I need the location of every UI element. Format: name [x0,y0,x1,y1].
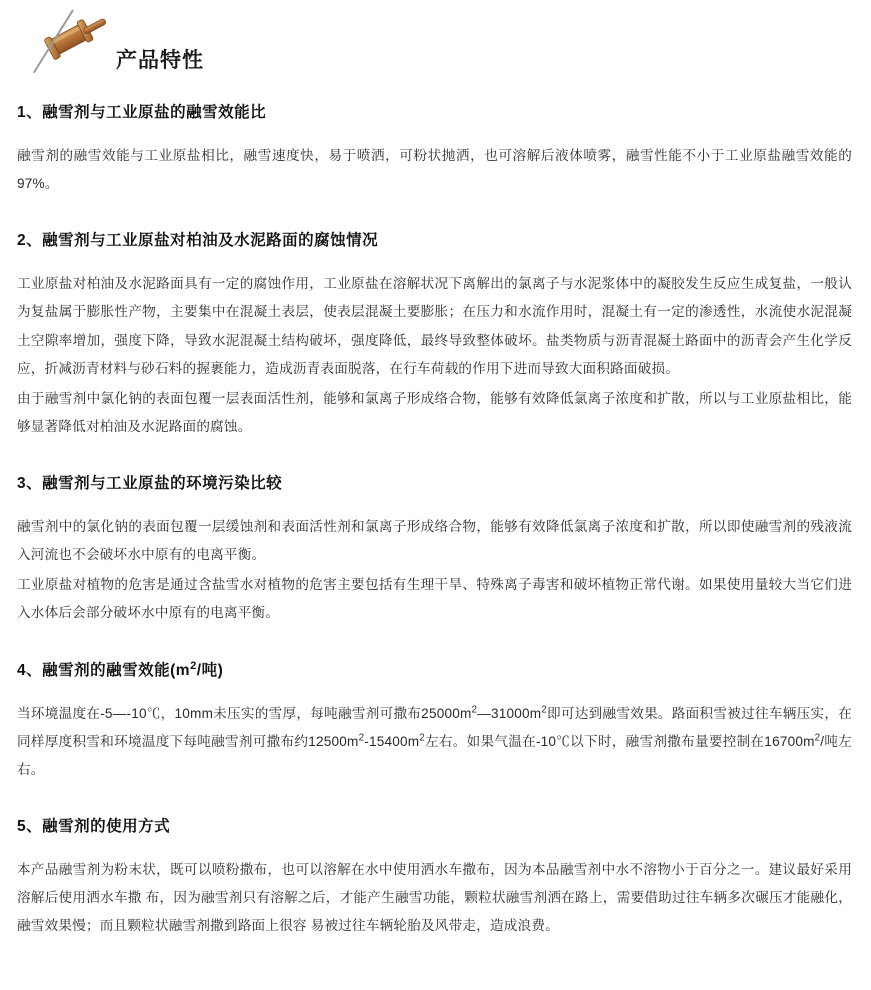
document-content [17,100,852,940]
section-1-title: 1、融雪剂与工业原盐的融雪效能比 [17,104,267,121]
section-3-paragraph-2: 工业原盐对植物的危害是通过含盐雪水对植物的危害主要包括有生理干旱、特殊离子毒害和破坏植物正常代谢。如果使用量较大当它们进入水体后会部分破坏水中原有的电离平衡。 [17,577,852,621]
section-5-paragraph-1: 本产品融雪剂为粉末状，既可以喷粉撒布，也可以溶解在水中使用洒水车撒布，因为本品融雪剂中水不溶物小于百分之一。建议最好采用溶解后使用洒水车撒 布，因为融雪剂只有溶解之后，才能产生融雪功能，颗粒状融雪剂洒在路上，需要借助过往车辆多次碾压才能融化，融雪效果慢；而且颗粒状融雪剂撒到路面上很容 易被过往车辆轮胎及风带走，造成浪费。 [17,861,852,934]
section-4-title: 4、融雪剂的融雪效能($m^2/$吨) [17,659,224,679]
page-header [24,0,855,100]
section-2-paragraph-1: 工业原盐对柏油及水泥路面具有一定的腐蚀作用，工业原盐在溶解状况下离解出的氯离子与水泥浆体中的凝胶发生反应生成复盐，一般认为复盐属于膨胀性产物，主要集中在混凝土表层，使表层混凝土要膨胀；在压力和水流作用时，混凝土有一定的渗透性，水流使水泥混凝土空隙率增加，强度下降，导致水泥混凝土结构破坏，强度降低，最终导致整体破坏。盐类物质与沥青混凝土路面中的沥青会产生化学反应，折减沥青材料与砂石料的握裹能力，造成沥青表面脱落，在行车荷载的作用下进而导致大面积路面破损。 [17,276,852,376]
section-1-paragraph-1: 融雪剂的融雪效能与工业原盐相比，融雪速度快，易于喷洒，可粉状抛洒，也可溶解后液体喷雾，融雪性能不小于工业原盐融雪效能的97%。 [17,148,852,192]
section-5 [17,814,852,940]
page-title: 产品特性 [116,49,204,72]
section-2 [17,228,852,441]
section-5-title: 5、融雪剂的使用方式 [17,817,171,835]
section-4-paragraph-1: 当环境温度在-5—-10℃，10mm未压实的雪厚，每吨融雪剂可撒布$25000m^2—31000m^2$即可达到融雪效果。路面积雪被过往车辆压实，在同样厚度积雪和环境温度下每吨融雪剂可撒布约$12500m^2-15400m^2$左右。如果气温在-10℃以下时，融雪剂撒布量要控制在$16700m^2/$吨左右。 [17,703,852,777]
section-4 [17,658,852,784]
section-3-paragraph-1: 融雪剂中的氯化钠的表面包覆一层缓蚀剂和表面活性剂和氯离子形成络合物，能够有效降低氯离子浓度和扩散，所以即使融雪剂的残液流入河流也不会破坏水中原有的电离平衡。 [17,519,852,563]
section-3 [17,471,852,628]
section-2-title: 2、融雪剂与工业原盐对柏油及水泥路面的腐蚀情况 [17,232,379,250]
section-1 [17,100,852,198]
section-2-paragraph-2: 由于融雪剂中氯化钠的表面包覆一层表面活性剂，能够和氯离子形成络合物，能够有效降低氯离子浓度和扩散，所以与工业原盐相比，能够显著降低对柏油及水泥路面的腐蚀。 [17,390,852,434]
section-3-title: 3、融雪剂与工业原盐的环境污染比较 [17,475,283,492]
gavel-icon [42,14,112,62]
